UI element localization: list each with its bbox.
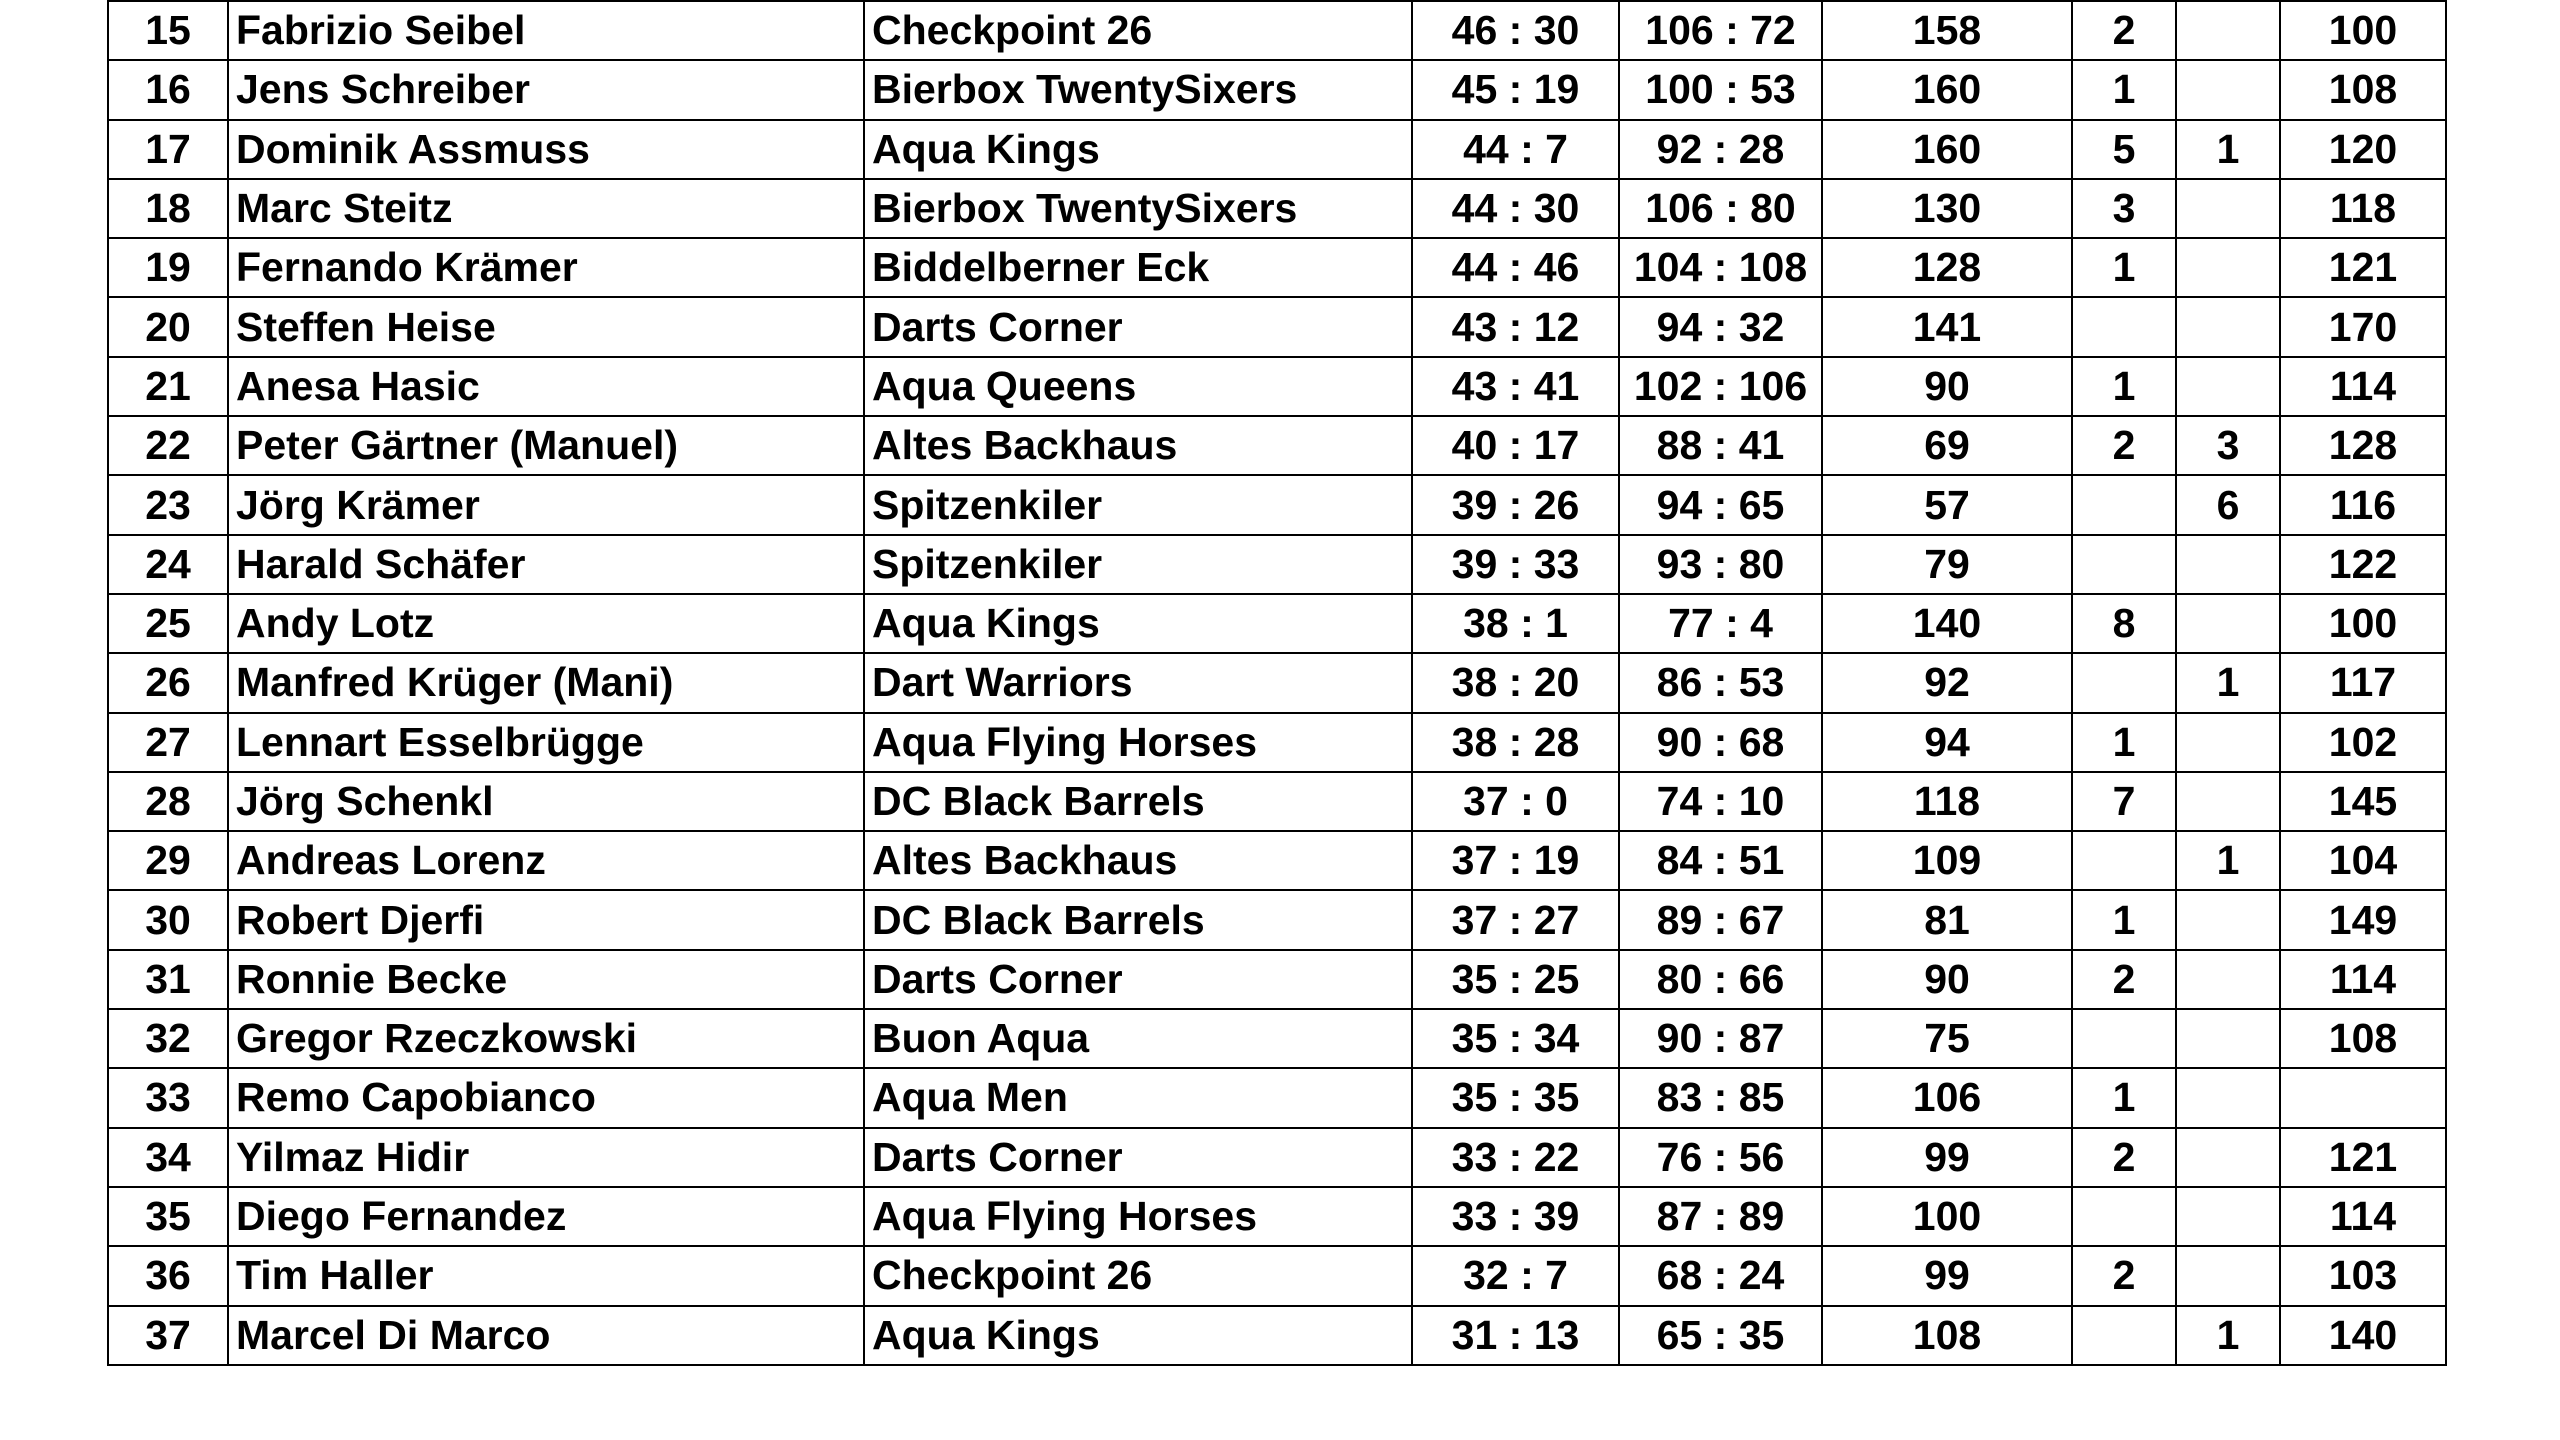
- high-finish-cell: 114: [2280, 1187, 2446, 1246]
- count-180-cell: [2072, 653, 2176, 712]
- player-name-cell: Remo Capobianco: [228, 1068, 864, 1127]
- high-score-cell: 94: [1822, 713, 2072, 772]
- player-name-cell: Dominik Assmuss: [228, 120, 864, 179]
- player-name-cell: Yilmaz Hidir: [228, 1128, 864, 1187]
- player-name-cell: Ronnie Becke: [228, 950, 864, 1009]
- sets-ratio-cell: 92 : 28: [1619, 120, 1822, 179]
- team-name-cell: Bierbox TwentySixers: [864, 60, 1412, 119]
- count-180-cell: [2072, 297, 2176, 356]
- rank-cell: 24: [108, 535, 228, 594]
- team-name-cell: Aqua Kings: [864, 1306, 1412, 1365]
- legs-ratio-cell: 37 : 19: [1412, 831, 1619, 890]
- high-finish-cell: 108: [2280, 60, 2446, 119]
- rank-cell: 37: [108, 1306, 228, 1365]
- rank-cell: 27: [108, 713, 228, 772]
- table-row: [108, 1128, 2446, 1187]
- sets-ratio-cell: 89 : 67: [1619, 890, 1822, 949]
- count-171-cell: [2176, 238, 2280, 297]
- count-180-cell: 5: [2072, 120, 2176, 179]
- sets-ratio-cell: 68 : 24: [1619, 1246, 1822, 1305]
- count-180-cell: 2: [2072, 1, 2176, 60]
- count-171-cell: [2176, 1009, 2280, 1068]
- rank-cell: 18: [108, 179, 228, 238]
- high-finish-cell: 100: [2280, 594, 2446, 653]
- count-171-cell: [2176, 713, 2280, 772]
- table-row: [108, 297, 2446, 356]
- rank-cell: 23: [108, 475, 228, 534]
- high-finish-cell: [2280, 1068, 2446, 1127]
- sets-ratio-cell: 94 : 32: [1619, 297, 1822, 356]
- count-171-cell: [2176, 1187, 2280, 1246]
- legs-ratio-cell: 46 : 30: [1412, 1, 1619, 60]
- count-180-cell: 1: [2072, 60, 2176, 119]
- legs-ratio-cell: 35 : 34: [1412, 1009, 1619, 1068]
- count-171-cell: 6: [2176, 475, 2280, 534]
- team-name-cell: Aqua Men: [864, 1068, 1412, 1127]
- legs-ratio-cell: 38 : 20: [1412, 653, 1619, 712]
- high-score-cell: 92: [1822, 653, 2072, 712]
- team-name-cell: Aqua Kings: [864, 594, 1412, 653]
- high-finish-cell: 102: [2280, 713, 2446, 772]
- rank-cell: 26: [108, 653, 228, 712]
- high-score-cell: 57: [1822, 475, 2072, 534]
- high-score-cell: 140: [1822, 594, 2072, 653]
- count-180-cell: 1: [2072, 713, 2176, 772]
- player-name-cell: Steffen Heise: [228, 297, 864, 356]
- rank-cell: 32: [108, 1009, 228, 1068]
- sets-ratio-cell: 84 : 51: [1619, 831, 1822, 890]
- team-name-cell: Aqua Kings: [864, 120, 1412, 179]
- high-score-cell: 118: [1822, 772, 2072, 831]
- table-row: [108, 1, 2446, 60]
- count-171-cell: [2176, 1128, 2280, 1187]
- rank-cell: 33: [108, 1068, 228, 1127]
- team-name-cell: Checkpoint 26: [864, 1, 1412, 60]
- sets-ratio-cell: 74 : 10: [1619, 772, 1822, 831]
- player-name-cell: Robert Djerfi: [228, 890, 864, 949]
- team-name-cell: Aqua Flying Horses: [864, 1187, 1412, 1246]
- player-name-cell: Marcel Di Marco: [228, 1306, 864, 1365]
- high-score-cell: 128: [1822, 238, 2072, 297]
- team-name-cell: Aqua Queens: [864, 357, 1412, 416]
- high-finish-cell: 121: [2280, 1128, 2446, 1187]
- legs-ratio-cell: 32 : 7: [1412, 1246, 1619, 1305]
- team-name-cell: DC Black Barrels: [864, 772, 1412, 831]
- player-name-cell: Fernando Krämer: [228, 238, 864, 297]
- rank-cell: 30: [108, 890, 228, 949]
- team-name-cell: Darts Corner: [864, 1128, 1412, 1187]
- high-score-cell: 69: [1822, 416, 2072, 475]
- count-171-cell: [2176, 772, 2280, 831]
- high-score-cell: 108: [1822, 1306, 2072, 1365]
- sets-ratio-cell: 94 : 65: [1619, 475, 1822, 534]
- legs-ratio-cell: 35 : 35: [1412, 1068, 1619, 1127]
- legs-ratio-cell: 35 : 25: [1412, 950, 1619, 1009]
- high-score-cell: 158: [1822, 1, 2072, 60]
- legs-ratio-cell: 43 : 41: [1412, 357, 1619, 416]
- table-row: [108, 238, 2446, 297]
- table-row: [108, 1187, 2446, 1246]
- legs-ratio-cell: 39 : 33: [1412, 535, 1619, 594]
- table-row: [108, 831, 2446, 890]
- count-171-cell: [2176, 1, 2280, 60]
- sets-ratio-cell: 90 : 87: [1619, 1009, 1822, 1068]
- count-180-cell: 2: [2072, 416, 2176, 475]
- high-score-cell: 79: [1822, 535, 2072, 594]
- sets-ratio-cell: 88 : 41: [1619, 416, 1822, 475]
- sets-ratio-cell: 93 : 80: [1619, 535, 1822, 594]
- count-180-cell: 7: [2072, 772, 2176, 831]
- sets-ratio-cell: 87 : 89: [1619, 1187, 1822, 1246]
- rank-cell: 22: [108, 416, 228, 475]
- rank-cell: 28: [108, 772, 228, 831]
- player-name-cell: Diego Fernandez: [228, 1187, 864, 1246]
- team-name-cell: Bierbox TwentySixers: [864, 179, 1412, 238]
- high-score-cell: 99: [1822, 1246, 2072, 1305]
- player-name-cell: Marc Steitz: [228, 179, 864, 238]
- legs-ratio-cell: 33 : 22: [1412, 1128, 1619, 1187]
- standings-table: [107, 0, 2447, 1366]
- table-row: [108, 594, 2446, 653]
- table-row: [108, 357, 2446, 416]
- count-180-cell: [2072, 475, 2176, 534]
- player-name-cell: Jörg Krämer: [228, 475, 864, 534]
- table-row: [108, 653, 2446, 712]
- count-171-cell: [2176, 60, 2280, 119]
- sets-ratio-cell: 106 : 80: [1619, 179, 1822, 238]
- rank-cell: 19: [108, 238, 228, 297]
- table-row: [108, 1009, 2446, 1068]
- team-name-cell: DC Black Barrels: [864, 890, 1412, 949]
- high-score-cell: 130: [1822, 179, 2072, 238]
- count-180-cell: [2072, 1187, 2176, 1246]
- high-finish-cell: 122: [2280, 535, 2446, 594]
- high-score-cell: 75: [1822, 1009, 2072, 1068]
- team-name-cell: Aqua Flying Horses: [864, 713, 1412, 772]
- count-171-cell: [2176, 1068, 2280, 1127]
- sets-ratio-cell: 90 : 68: [1619, 713, 1822, 772]
- high-finish-cell: 121: [2280, 238, 2446, 297]
- high-finish-cell: 118: [2280, 179, 2446, 238]
- team-name-cell: Altes Backhaus: [864, 416, 1412, 475]
- sets-ratio-cell: 80 : 66: [1619, 950, 1822, 1009]
- legs-ratio-cell: 37 : 27: [1412, 890, 1619, 949]
- team-name-cell: Biddelberner Eck: [864, 238, 1412, 297]
- standings-body: [108, 1, 2446, 1365]
- legs-ratio-cell: 43 : 12: [1412, 297, 1619, 356]
- player-name-cell: Lennart Esselbrügge: [228, 713, 864, 772]
- rank-cell: 16: [108, 60, 228, 119]
- count-180-cell: [2072, 831, 2176, 890]
- count-171-cell: [2176, 1246, 2280, 1305]
- high-finish-cell: 149: [2280, 890, 2446, 949]
- team-name-cell: Buon Aqua: [864, 1009, 1412, 1068]
- player-name-cell: Gregor Rzeczkowski: [228, 1009, 864, 1068]
- count-180-cell: 2: [2072, 1128, 2176, 1187]
- table-row: [108, 475, 2446, 534]
- count-180-cell: [2072, 535, 2176, 594]
- sets-ratio-cell: 65 : 35: [1619, 1306, 1822, 1365]
- count-171-cell: 3: [2176, 416, 2280, 475]
- count-180-cell: [2072, 1306, 2176, 1365]
- high-score-cell: 90: [1822, 357, 2072, 416]
- high-finish-cell: 145: [2280, 772, 2446, 831]
- rank-cell: 25: [108, 594, 228, 653]
- count-171-cell: [2176, 890, 2280, 949]
- legs-ratio-cell: 44 : 46: [1412, 238, 1619, 297]
- rank-cell: 17: [108, 120, 228, 179]
- rank-cell: 35: [108, 1187, 228, 1246]
- rank-cell: 20: [108, 297, 228, 356]
- count-171-cell: [2176, 297, 2280, 356]
- rank-cell: 34: [108, 1128, 228, 1187]
- count-171-cell: [2176, 950, 2280, 1009]
- count-171-cell: [2176, 594, 2280, 653]
- count-171-cell: 1: [2176, 653, 2280, 712]
- high-score-cell: 90: [1822, 950, 2072, 1009]
- rank-cell: 31: [108, 950, 228, 1009]
- sets-ratio-cell: 83 : 85: [1619, 1068, 1822, 1127]
- sets-ratio-cell: 76 : 56: [1619, 1128, 1822, 1187]
- player-name-cell: Harald Schäfer: [228, 535, 864, 594]
- high-finish-cell: 104: [2280, 831, 2446, 890]
- table-row: [108, 890, 2446, 949]
- count-171-cell: [2176, 357, 2280, 416]
- high-score-cell: 81: [1822, 890, 2072, 949]
- player-name-cell: Andy Lotz: [228, 594, 864, 653]
- player-name-cell: Jens Schreiber: [228, 60, 864, 119]
- team-name-cell: Spitzenkiler: [864, 475, 1412, 534]
- team-name-cell: Spitzenkiler: [864, 535, 1412, 594]
- legs-ratio-cell: 40 : 17: [1412, 416, 1619, 475]
- count-180-cell: 8: [2072, 594, 2176, 653]
- rank-cell: 21: [108, 357, 228, 416]
- player-name-cell: Peter Gärtner (Manuel): [228, 416, 864, 475]
- team-name-cell: Darts Corner: [864, 950, 1412, 1009]
- high-finish-cell: 120: [2280, 120, 2446, 179]
- table-row: [108, 713, 2446, 772]
- count-180-cell: 2: [2072, 950, 2176, 1009]
- rank-cell: 15: [108, 1, 228, 60]
- rank-cell: 29: [108, 831, 228, 890]
- high-finish-cell: 103: [2280, 1246, 2446, 1305]
- player-name-cell: Tim Haller: [228, 1246, 864, 1305]
- high-finish-cell: 128: [2280, 416, 2446, 475]
- high-finish-cell: 108: [2280, 1009, 2446, 1068]
- legs-ratio-cell: 38 : 1: [1412, 594, 1619, 653]
- player-name-cell: Andreas Lorenz: [228, 831, 864, 890]
- legs-ratio-cell: 33 : 39: [1412, 1187, 1619, 1246]
- table-row: [108, 60, 2446, 119]
- count-180-cell: 3: [2072, 179, 2176, 238]
- player-name-cell: Jörg Schenkl: [228, 772, 864, 831]
- high-finish-cell: 114: [2280, 357, 2446, 416]
- high-finish-cell: 114: [2280, 950, 2446, 1009]
- count-171-cell: 1: [2176, 1306, 2280, 1365]
- team-name-cell: Altes Backhaus: [864, 831, 1412, 890]
- team-name-cell: Checkpoint 26: [864, 1246, 1412, 1305]
- legs-ratio-cell: 44 : 7: [1412, 120, 1619, 179]
- legs-ratio-cell: 45 : 19: [1412, 60, 1619, 119]
- legs-ratio-cell: 44 : 30: [1412, 179, 1619, 238]
- high-score-cell: 160: [1822, 120, 2072, 179]
- count-180-cell: [2072, 1009, 2176, 1068]
- table-row: [108, 950, 2446, 1009]
- table-row: [108, 120, 2446, 179]
- count-171-cell: 1: [2176, 120, 2280, 179]
- high-score-cell: 100: [1822, 1187, 2072, 1246]
- player-name-cell: Anesa Hasic: [228, 357, 864, 416]
- team-name-cell: Darts Corner: [864, 297, 1412, 356]
- count-180-cell: 1: [2072, 357, 2176, 416]
- high-score-cell: 99: [1822, 1128, 2072, 1187]
- high-score-cell: 160: [1822, 60, 2072, 119]
- table-row: [108, 535, 2446, 594]
- table-row: [108, 1068, 2446, 1127]
- rank-cell: 36: [108, 1246, 228, 1305]
- legs-ratio-cell: 38 : 28: [1412, 713, 1619, 772]
- player-name-cell: Manfred Krüger (Mani): [228, 653, 864, 712]
- sets-ratio-cell: 100 : 53: [1619, 60, 1822, 119]
- sets-ratio-cell: 86 : 53: [1619, 653, 1822, 712]
- count-180-cell: 1: [2072, 890, 2176, 949]
- table-row: [108, 1246, 2446, 1305]
- legs-ratio-cell: 31 : 13: [1412, 1306, 1619, 1365]
- high-finish-cell: 140: [2280, 1306, 2446, 1365]
- table-row: [108, 1306, 2446, 1365]
- legs-ratio-cell: 39 : 26: [1412, 475, 1619, 534]
- count-180-cell: 1: [2072, 1068, 2176, 1127]
- sets-ratio-cell: 104 : 108: [1619, 238, 1822, 297]
- high-finish-cell: 100: [2280, 1, 2446, 60]
- count-180-cell: 2: [2072, 1246, 2176, 1305]
- player-name-cell: Fabrizio Seibel: [228, 1, 864, 60]
- count-171-cell: [2176, 535, 2280, 594]
- team-name-cell: Dart Warriors: [864, 653, 1412, 712]
- sets-ratio-cell: 102 : 106: [1619, 357, 1822, 416]
- high-score-cell: 109: [1822, 831, 2072, 890]
- high-score-cell: 141: [1822, 297, 2072, 356]
- count-171-cell: 1: [2176, 831, 2280, 890]
- table-row: [108, 772, 2446, 831]
- table-row: [108, 179, 2446, 238]
- high-finish-cell: 116: [2280, 475, 2446, 534]
- high-finish-cell: 170: [2280, 297, 2446, 356]
- table-row: [108, 416, 2446, 475]
- sets-ratio-cell: 77 : 4: [1619, 594, 1822, 653]
- high-finish-cell: 117: [2280, 653, 2446, 712]
- count-171-cell: [2176, 179, 2280, 238]
- sets-ratio-cell: 106 : 72: [1619, 1, 1822, 60]
- legs-ratio-cell: 37 : 0: [1412, 772, 1619, 831]
- count-180-cell: 1: [2072, 238, 2176, 297]
- high-score-cell: 106: [1822, 1068, 2072, 1127]
